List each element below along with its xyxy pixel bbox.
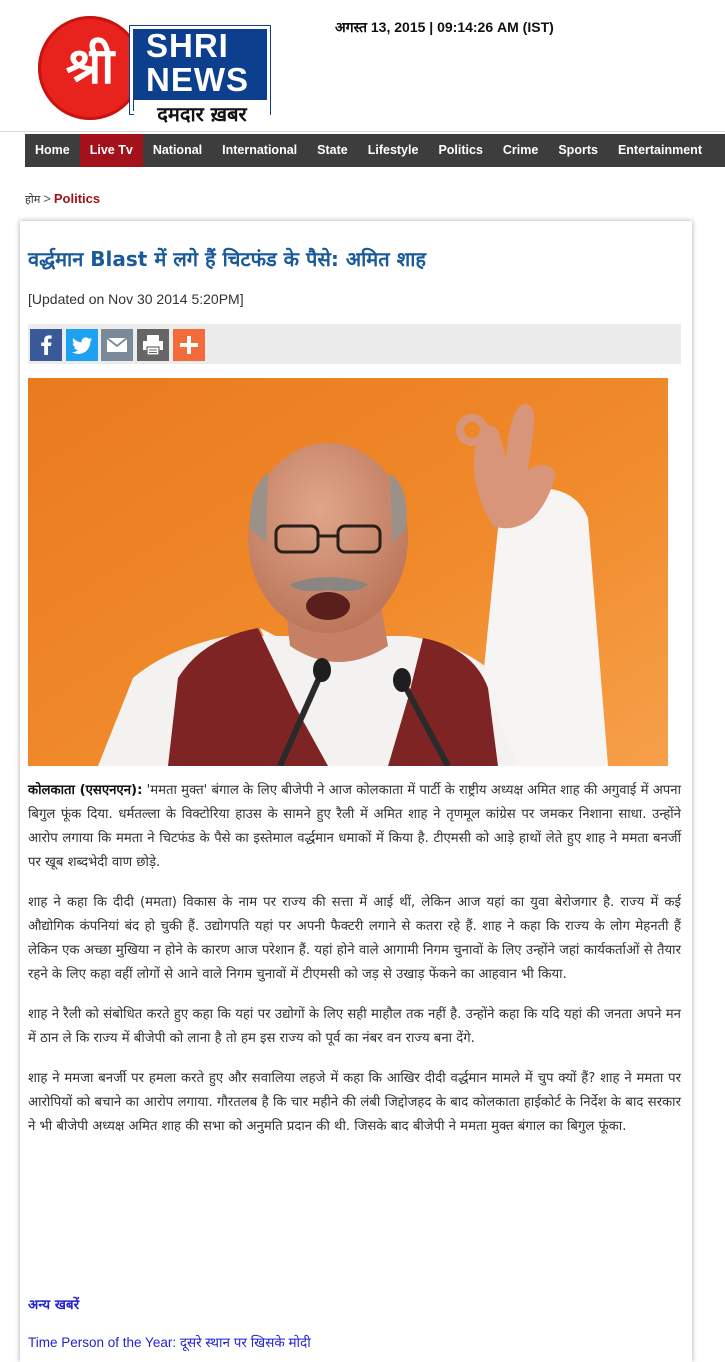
other-news-heading: अन्य खबरें: [28, 1297, 80, 1313]
article-paragraph: शाह ने रैली को संबोधित करते हुए कहा कि यहां पर उद्योगों के लिए सही माहौल तक नहीं है. उन्होंने कहा कि यदि यहां की जनता अपने मन में ठान ले कि राज्य में बीजेपी को लाना है तो हम इस राज्य को पूर्व का नंबर वन राज्य बना देंगे.: [28, 1007, 681, 1046]
nav-item-sports[interactable]: Sports: [558, 143, 598, 157]
nav-item-international[interactable]: International: [222, 143, 298, 157]
article-dateline: कोलकाता (एसएनएन):: [28, 783, 143, 798]
article-paragraph: शाह ने कहा कि दीदी (ममता) विकास के नाम पर राज्य की सत्ता में आई थीं, लेकिन आज यहां का युवा बेरोजगार है. राज्य में कई औद्योगिक कंपनियां बंद हो चुकी हैं. उद्योगपति यहां पर अपनी फैक्टरी लगाने से कतरा रहे हैं. शाह ने कहा कि राज्य के लोग मेहनती हैं लेकिन एक अच्छा मुखिया न होने के कारण आज परेशान हैं. यहां होने वाले आगामी निगम चुनावों के लिए उन्होंने जहां कार्यकर्ताओं से तैयार रहने के लिए कहा वहीं लोगों से आने वाले निगम चुनावों में टीएमसी को जड़ से उखाड़ फेंकने का आहवान भी किया.: [28, 895, 681, 982]
plus-icon[interactable]: [173, 329, 205, 361]
nav-item-politics[interactable]: Politics: [438, 143, 483, 157]
main-nav: [25, 134, 725, 167]
nav-item-home[interactable]: Home: [35, 143, 70, 157]
nav-item-state[interactable]: State: [317, 143, 348, 157]
breadcrumb-separator: >: [43, 191, 51, 206]
nav-item-crime[interactable]: Crime: [502, 143, 539, 157]
logo-symbol-text: श्री: [65, 37, 115, 95]
article-title: वर्द्धमान Blast में लगे हैं चिटफंड के पैसे: अमित शाह: [28, 247, 427, 271]
other-news-link[interactable]: Time Person of the Year: दूसरे स्थान पर खिसके मोदी: [28, 1335, 311, 1350]
nav-item-national[interactable]: National: [152, 143, 203, 157]
article-photo: [28, 378, 668, 766]
article-paragraph-text: 'ममता मुक्त' बंगाल के लिए बीजेपी ने आज कोलकाता में पार्टी के राष्ट्रीय अध्यक्ष अमित शाह की अगुवाई में अपना बिगुल फूंक दिया. धर्मतल्ला के विक्टोरिया हाउस के सामने हुए रैली में अमित शाह ने तृणमूल कांग्रेस पर जमकर निशाना साधा. उन्होंने आरोप लगाया कि ममता ने चिटफंड के पैसे का इस्तेमाल वर्द्धमान धमाकों में किया है. टीएमसी को आड़े हाथों लेते हुए शाह ने ममता बनर्जी पर खूब शब्दभेदी वाण छोड़े.: [28, 783, 682, 870]
facebook-icon[interactable]: [30, 329, 62, 361]
article-updated-date: [Updated on Nov 30 2014 5:20PM]: [28, 291, 244, 307]
nav-item-lifestyle[interactable]: Lifestyle: [367, 143, 419, 157]
logo-brand-line2: NEWS: [146, 61, 249, 98]
article-paragraph: शाह ने ममजा बनर्जी पर हमला करते हुए और सवालिया लहजे में कहा कि आखिर दीदी वर्द्धमान मामले में चुप क्यों हैं? शाह ने ममता पर आरोपियों को बचाने का आरोप लगाया. गौरतलब है कि चार महीने की लंबी जिद्दोजहद के बाद कोलकाता हाईकोर्ट के निर्देश के बाद सरकार ने भी बीजेपी अध्यक्ष अमित शाह की सभा को अनुमति प्रदान की थी. जिसके बाद बीजेपी ने ममता मुक्त बंगाल का बिगुल फूंका.: [28, 1071, 681, 1134]
email-icon[interactable]: [101, 329, 133, 361]
article-card: [20, 221, 692, 1362]
breadcrumb-current-link[interactable]: Politics: [53, 191, 101, 206]
header-datetime: अगस्त 13, 2015 | 09:14:26 AM (IST): [335, 19, 554, 35]
article-paragraph: [28, 779, 681, 875]
site-header: [0, 0, 725, 132]
breadcrumb-home-link[interactable]: होम: [25, 193, 41, 206]
speaker-illustration: [28, 378, 668, 766]
site-logo[interactable]: [38, 12, 278, 124]
logo-brand-line1: SHRI: [146, 27, 229, 64]
print-icon[interactable]: [137, 329, 169, 361]
article-body: [28, 779, 681, 1155]
twitter-icon[interactable]: [66, 329, 98, 361]
nav-item-live-tv[interactable]: Live Tv: [80, 134, 143, 167]
nav-item-entertainment[interactable]: Entertainment: [617, 143, 702, 157]
breadcrumb: [25, 191, 100, 207]
logo-tagline: दमदार ख़बर: [134, 100, 270, 128]
share-toolbar: [28, 324, 681, 364]
